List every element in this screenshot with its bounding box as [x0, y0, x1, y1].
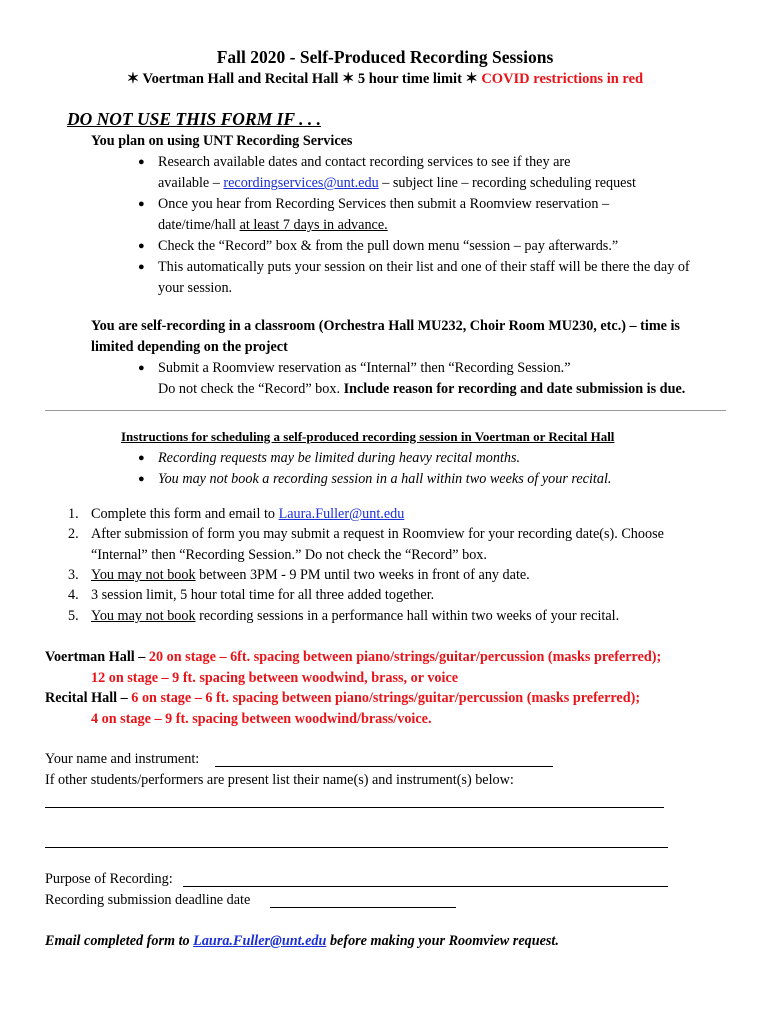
- footer-post: before making your Roomview request.: [326, 933, 559, 949]
- rs-bullet-1-line1: Research available dates and contact recording services to see if they are: [158, 154, 571, 170]
- classroom-bullet-line1: Submit a Roomview reservation as “Internal” then “Recording Session.”: [158, 360, 571, 376]
- footer-note: [45, 933, 559, 950]
- subtitle-halls: Voertman Hall and Recital Hall: [142, 71, 339, 87]
- bullet-icon: ●: [138, 156, 145, 168]
- instructions-note-1: Recording requests may be limited during heavy recital months.: [158, 450, 521, 466]
- section-divider: [45, 410, 726, 411]
- step-number: 2.: [68, 526, 79, 542]
- step-2-line1: After submission of form you may submit a request in Roomview for your recording date(s). Choose: [91, 526, 664, 542]
- rs-bullet-1-post: – subject line – recording scheduling request: [378, 175, 636, 191]
- deadline-label: Recording submission deadline date: [45, 892, 251, 908]
- step-3-text: between 3PM - 9 PM until two weeks in front of any date.: [195, 567, 530, 583]
- recital-label: Recital Hall: [45, 690, 118, 706]
- step-number: 4.: [68, 587, 79, 603]
- step-3-underlined: You may not book: [91, 567, 196, 583]
- rs-bullet-2-line1: Once you hear from Recording Services then submit a Roomview reservation –: [158, 196, 610, 212]
- do-not-use-heading: DO NOT USE THIS FORM IF . . .: [67, 109, 321, 129]
- bullet-icon: ●: [138, 198, 145, 210]
- other-performers-field-1[interactable]: [45, 807, 664, 808]
- step-5-underlined: You may not book: [91, 608, 196, 624]
- star-icon: ✶: [342, 71, 355, 87]
- section-recording-services-title: You plan on using UNT Recording Services: [91, 133, 353, 149]
- step-1: [91, 506, 404, 523]
- classroom-bullet-pre: Do not check the “Record” box.: [158, 381, 344, 397]
- rs-bullet-2-underlined: at least 7 days in advance.: [239, 217, 388, 233]
- subtitle-covid-note: COVID restrictions in red: [481, 71, 644, 87]
- page-subtitle: [0, 71, 770, 88]
- voertman-covid-line1: [45, 649, 661, 666]
- section-classroom-title-line2: limited depending on the project: [91, 339, 288, 355]
- rs-bullet-1-pre: available –: [158, 175, 224, 191]
- footer-email-link[interactable]: Laura.Fuller@unt.edu: [193, 933, 327, 949]
- rs-bullet-3: Check the “Record” box & from the pull down menu “session – pay afterwards.”: [158, 238, 619, 254]
- voertman-label: Voertman Hall: [45, 649, 135, 665]
- step-5-text: recording sessions in a performance hall within two weeks of your recital.: [195, 608, 620, 624]
- step-4: 3 session limit, 5 hour total time for all three added together.: [91, 587, 435, 603]
- dash: –: [117, 690, 132, 706]
- dash: –: [134, 649, 149, 665]
- step-2-line2: “Internal” then “Recording Session.” Do not check the “Record” box.: [91, 547, 487, 563]
- name-instrument-label: Your name and instrument:: [45, 751, 200, 767]
- star-icon: ✶: [126, 71, 140, 87]
- deadline-field[interactable]: [270, 907, 456, 908]
- recording-services-email-link[interactable]: recordingservices@unt.edu: [223, 175, 379, 191]
- classroom-bullet-bold: Include reason for recording and date submission is due.: [343, 381, 686, 397]
- name-instrument-field[interactable]: [215, 766, 553, 767]
- recital-restriction-2: 4 on stage – 9 ft. spacing between woodwind/brass/voice.: [91, 711, 432, 727]
- other-performers-field-2[interactable]: [45, 847, 668, 848]
- step-number: 3.: [68, 567, 79, 583]
- instructions-heading: Instructions for scheduling a self-produced recording session in Voertman or Recital Hall: [121, 429, 615, 444]
- step-number: 5.: [68, 608, 79, 624]
- rs-bullet-1-line2: [158, 175, 636, 192]
- subtitle-time-limit: 5 hour time limit: [357, 71, 462, 87]
- step-5: [91, 608, 619, 625]
- page-title: Fall 2020 - Self-Produced Recording Sessions: [216, 47, 554, 67]
- recital-covid-line1: [45, 690, 640, 707]
- bullet-icon: ●: [138, 240, 145, 252]
- classroom-bullet-line2: [158, 381, 685, 398]
- bullet-icon: ●: [138, 261, 145, 273]
- recital-restriction-1: 6 on stage – 6 ft. spacing between piano/strings/guitar/percussion (masks preferred);: [131, 690, 641, 706]
- step-1-text: Complete this form and email to: [91, 506, 279, 522]
- instructions-note-2: You may not book a recording session in a hall within two weeks of your recital.: [158, 471, 612, 487]
- rs-bullet-2-line2: [158, 217, 388, 234]
- rs-bullet-4-line1: This automatically puts your session on their list and one of their staff will be there the day of: [158, 259, 690, 275]
- purpose-label: Purpose of Recording:: [45, 871, 173, 887]
- purpose-field[interactable]: [183, 886, 668, 887]
- bullet-icon: ●: [138, 452, 145, 464]
- voertman-restriction-1: 20 on stage – 6ft. spacing between piano/strings/guitar/percussion (masks preferred);: [148, 649, 662, 665]
- voertman-restriction-2: 12 on stage – 9 ft. spacing between woodwind, brass, or voice: [91, 670, 459, 686]
- other-performers-label: If other students/performers are present list their name(s) and instrument(s) below:: [45, 772, 514, 788]
- step-number: 1.: [68, 506, 79, 522]
- rs-bullet-2-pre: date/time/hall: [158, 217, 240, 233]
- rs-bullet-4-line2: your session.: [158, 280, 233, 296]
- star-icon: ✶: [465, 71, 478, 87]
- step-3: [91, 567, 530, 584]
- section-classroom-title-line1: You are self-recording in a classroom (Orchestra Hall MU232, Choir Room MU230, etc.) – time is: [91, 318, 680, 334]
- footer-pre: Email completed form to: [45, 933, 194, 949]
- bullet-icon: ●: [138, 473, 145, 485]
- laura-fuller-email-link[interactable]: Laura.Fuller@unt.edu: [278, 506, 405, 522]
- bullet-icon: ●: [138, 362, 145, 374]
